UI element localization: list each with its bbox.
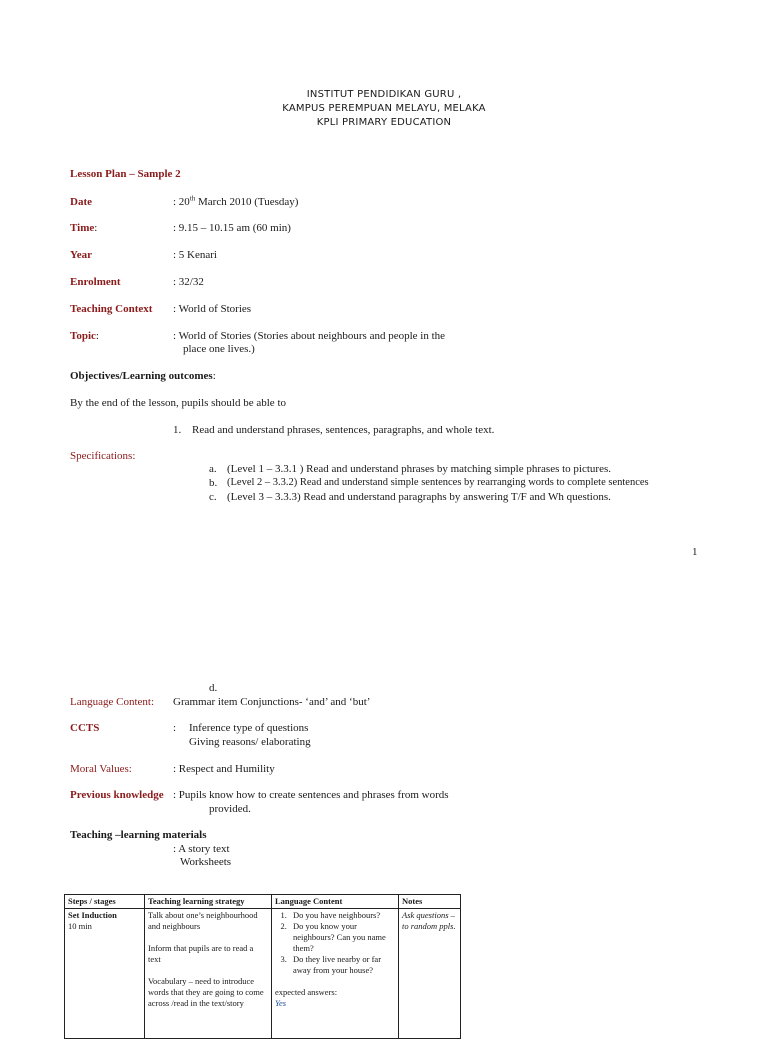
objectives-intro: By the end of the lesson, pupils should be able to bbox=[70, 397, 286, 409]
question-item-1: 1. Do you have neighbours? bbox=[289, 910, 395, 921]
stage-cell bbox=[65, 909, 145, 1039]
notes-cell bbox=[399, 909, 461, 1039]
teaching-context-label: Teaching Context bbox=[70, 303, 153, 315]
ccts-label: CCTS bbox=[70, 722, 100, 734]
topic-label: Topic bbox=[70, 330, 96, 342]
date-day: : 20 bbox=[173, 196, 190, 208]
language-cell bbox=[272, 909, 399, 1039]
materials-item-1: : A story text bbox=[173, 843, 230, 855]
year-value: : 5 Kenari bbox=[173, 249, 217, 261]
expected-answers-label: expected answers: bbox=[275, 987, 338, 997]
ccts-colon: : bbox=[173, 722, 177, 734]
spec-marker-a: a. bbox=[209, 463, 217, 475]
institute-name: INSTITUT PENDIDIKAN GURU , bbox=[306, 89, 462, 100]
strategy-cell bbox=[145, 909, 272, 1039]
campus-name: KAMPUS PEREMPUAN MELAYU, MELAKA bbox=[282, 103, 486, 114]
teaching-context-value: : World of Stories bbox=[173, 303, 252, 315]
strategy-item-3: Vocabulary – need to introduce words that they are going to come across /read in the text/story bbox=[148, 976, 264, 1008]
program-name: KPLI PRIMARY EDUCATION bbox=[316, 117, 452, 128]
question-list bbox=[275, 910, 395, 976]
date-rest: March 2010 (Tuesday) bbox=[195, 196, 299, 208]
materials-heading: Teaching –learning materials bbox=[70, 829, 207, 841]
topic-label-row bbox=[70, 330, 99, 342]
objective-text: Read and understand phrases, sentences, paragraphs, and whole text. bbox=[192, 424, 495, 436]
time-value: : 9.15 – 10.15 am (60 min) bbox=[173, 222, 291, 234]
topic-value-line1: : World of Stories (Stories about neighbours and people in the bbox=[173, 330, 446, 342]
topic-value-line2: place one lives.) bbox=[183, 343, 255, 355]
specifications-label: Specifications: bbox=[70, 450, 136, 462]
stage-title: Set Induction bbox=[68, 910, 117, 920]
question-item-2: 2. Do you know your neighbours? Can you name them? bbox=[289, 921, 395, 954]
objectives-heading-row bbox=[70, 370, 216, 382]
date-label: Date bbox=[70, 196, 92, 208]
question-item-3: 3. Do they live nearby or far away from your house? bbox=[289, 954, 395, 976]
spec-item-b: (Level 2 – 3.3.2) Read and understand simple sentences by rearranging words to complete sentences bbox=[227, 477, 649, 488]
materials-item-2: Worksheets bbox=[180, 856, 232, 868]
ccts-line1: Inference type of questions bbox=[189, 722, 309, 734]
table-header-language: Language Content bbox=[272, 895, 399, 909]
moral-values-value: : Respect and Humility bbox=[173, 763, 275, 775]
language-content-label: Language Content: bbox=[70, 696, 155, 708]
objectives-heading: Objectives/Learning outcomes bbox=[70, 370, 213, 382]
previous-knowledge-label: Previous knowledge bbox=[70, 789, 164, 801]
moral-values-label: Moral Values: bbox=[70, 763, 132, 775]
enrolment-value: : 32/32 bbox=[173, 276, 204, 288]
topic-colon: : bbox=[95, 330, 99, 342]
date-suffix: th bbox=[189, 194, 196, 203]
date-value bbox=[173, 196, 298, 208]
notes-text: Ask questions – to random ppls. bbox=[402, 910, 456, 931]
table-header-steps: Steps / stages bbox=[65, 895, 145, 909]
previous-knowledge-line1: : Pupils know how to create sentences and phrases from words bbox=[173, 789, 449, 801]
stage-time: 10 min bbox=[68, 921, 92, 931]
time-label: Time bbox=[70, 222, 95, 234]
page-number: 1 bbox=[692, 546, 698, 558]
table-header-notes: Notes bbox=[399, 895, 461, 909]
year-label: Year bbox=[70, 249, 92, 261]
ccts-line2: Giving reasons/ elaborating bbox=[189, 736, 311, 748]
expected-answer-yes: Yes bbox=[275, 998, 287, 1008]
spec-item-c: (Level 3 – 3.3.3) Read and understand paragraphs by answering T/F and Wh questions. bbox=[227, 491, 611, 503]
time-colon: : bbox=[94, 222, 98, 234]
enrolment-label: Enrolment bbox=[70, 276, 121, 288]
spec-marker-c: c. bbox=[209, 491, 217, 503]
table-header-strategy: Teaching learning strategy bbox=[145, 895, 272, 909]
spec-marker-d: d. bbox=[209, 682, 218, 694]
strategy-item-2: Inform that pupils are to read a text bbox=[148, 943, 254, 964]
language-content-value: Grammar item Conjunctions- ‘and’ and ‘but’ bbox=[173, 696, 371, 708]
time-label-row bbox=[70, 222, 97, 234]
table-header-row bbox=[65, 895, 461, 909]
lesson-plan-title: Lesson Plan – Sample 2 bbox=[70, 168, 181, 180]
spec-item-a: (Level 1 – 3.3.1 ) Read and understand phrases by matching simple phrases to pictures. bbox=[227, 463, 611, 475]
previous-knowledge-line2: provided. bbox=[209, 803, 251, 815]
lesson-steps-table bbox=[64, 894, 461, 1039]
spec-marker-b: b. bbox=[209, 477, 218, 489]
strategy-item-1: Talk about one’s neighbourhood and neighbours bbox=[148, 910, 258, 931]
objective-number: 1. bbox=[173, 424, 182, 436]
table-row bbox=[65, 909, 461, 1039]
objectives-colon: : bbox=[212, 370, 216, 382]
